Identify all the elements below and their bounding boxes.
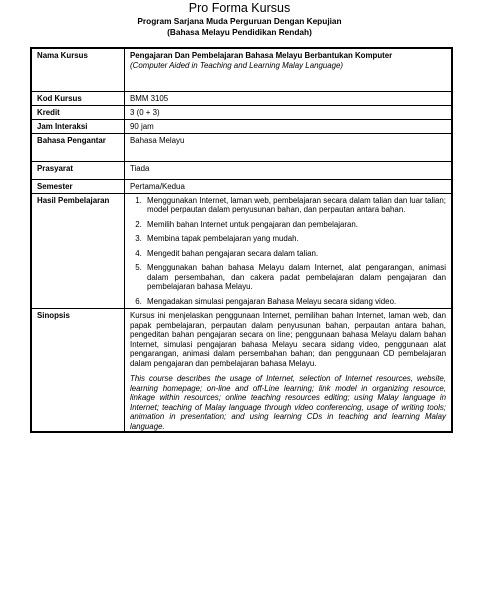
row-bahasa-pengantar xyxy=(31,133,452,161)
value-semester: Pertama/Kedua xyxy=(125,179,453,193)
label-kod-kursus: Kod Kursus xyxy=(31,91,125,105)
list-item: 1. Menggunakan Internet, laman web, pembelajaran secara dalam talian dan luar talian; model perpautan dalam penyusunan bahan, dan perpautan antara bahan. xyxy=(144,196,446,215)
value-bahasa-pengantar: Bahasa Melayu xyxy=(125,133,453,161)
row-kredit xyxy=(31,105,452,119)
label-bahasa-pengantar: Bahasa Pengantar xyxy=(31,133,125,161)
value-hasil-pembelajaran xyxy=(125,193,453,309)
list-item: 6. Mengadakan simulasi pengajaran Bahasa Melayu secara sidang video. xyxy=(144,297,446,307)
course-name-english: (Computer Aided in Teaching and Learning Malay Language) xyxy=(130,60,344,70)
synopsis-malay: Kursus ini menjelaskan penggunaan Internet, pemilihan bahan Internet, laman web, dan papak pembelajaran, perpautan dalam penyusunan bahan, perpautan antara bahan, pengeditan bahan pengajaran secara on line; penggunaan bahasa Melayu dalam bahan Internet, simulasi pengajaran bahasa Melayu secara sidang video, penggunaan alat pengarangan, animasi dalam persembahan bahan; dan penggunaan CD pembelajaran dalam pengajaran dan pembelajaran bahasa Melayu. xyxy=(130,311,446,368)
label-semester: Semester xyxy=(31,179,125,193)
row-sinopsis xyxy=(31,309,452,433)
list-item: 2. Memilih bahan Internet untuk pengajaran dan pembelajaran. xyxy=(144,220,446,230)
value-jam-interaksi: 90 jam xyxy=(125,119,453,133)
value-nama-kursus xyxy=(125,48,453,91)
label-hasil-pembelajaran: Hasil Pembelajaran xyxy=(31,193,125,309)
synopsis-english: This course describes the usage of Internet, selection of Internet resources, website, learning homepage; on-line and off-Line learning; link model in organizing resource, linkage within resources; online teaching resources editing; using Malay language in Internet; teaching of Malay language through video conferencing, usage of writing tools; animation in presentation; and using learning CDs in teaching and learning Malay language. xyxy=(130,374,446,431)
row-jam-interaksi xyxy=(31,119,452,133)
course-proforma-table xyxy=(30,47,453,433)
label-sinopsis: Sinopsis xyxy=(31,309,125,433)
course-name-malay: Pengajaran Dan Pembelajaran Bahasa Melayu Berbantukan Komputer xyxy=(130,51,393,60)
list-item: 5. Menggunakan bahan bahasa Melayu dalam Internet, alat pengarangan, animasi dalam persembahan, dan cakera padat pembelajaran dalam pengajaran dan pembelajaran bahasa Melayu. xyxy=(144,263,446,292)
list-item: 3. Membina tapak pembelajaran yang mudah. xyxy=(144,234,446,244)
program-specialization: (Bahasa Melayu Pendidikan Rendah) xyxy=(167,27,312,37)
label-jam-interaksi: Jam Interaksi xyxy=(31,119,125,133)
list-item: 4. Mengedit bahan pengajaran secara dalam talian. xyxy=(144,249,446,259)
row-prasyarat xyxy=(31,161,452,179)
learning-outcomes-list xyxy=(130,196,446,307)
row-nama-kursus xyxy=(31,48,452,91)
label-nama-kursus: Nama Kursus xyxy=(31,48,125,91)
value-kredit: 3 (0 + 3) xyxy=(125,105,453,119)
row-semester xyxy=(31,179,452,193)
row-kod-kursus xyxy=(31,91,452,105)
value-sinopsis xyxy=(125,309,453,433)
program-name: Program Sarjana Muda Perguruan Dengan Kepujian xyxy=(137,16,342,26)
row-hasil-pembelajaran xyxy=(31,193,452,309)
document-title: Pro Forma Kursus xyxy=(188,1,291,15)
label-kredit: Kredit xyxy=(31,105,125,119)
value-prasyarat: Tiada xyxy=(125,161,453,179)
value-kod-kursus: BMM 3105 xyxy=(125,91,453,105)
label-prasyarat: Prasyarat xyxy=(31,161,125,179)
